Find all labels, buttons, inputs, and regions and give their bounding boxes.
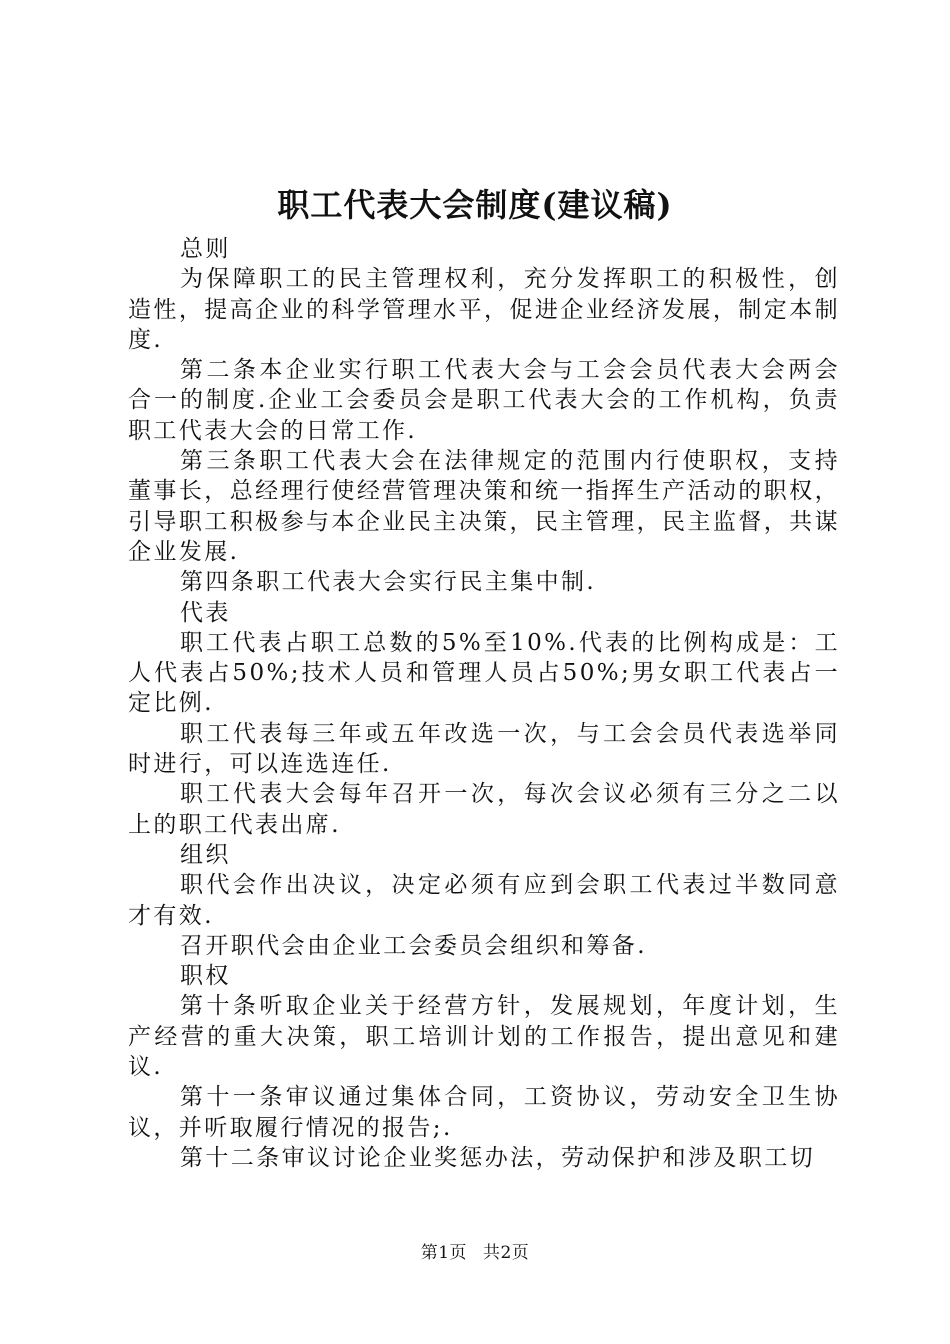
section-heading: 代表 bbox=[180, 599, 231, 626]
section-heading: 总则 bbox=[180, 236, 231, 262]
paragraph: 为保障职工的民主管理权利，充分发挥职工的积极性，创造性，提高企业的科学管理水平，促进企业经济发展，制定本制度. bbox=[128, 266, 840, 353]
paragraph: 第十二条审议讨论企业奖惩办法，劳动保护和涉及职工切 bbox=[180, 1144, 815, 1171]
paragraph: 第四条职工代表大会实行民主集中制. bbox=[180, 569, 597, 596]
paragraph: 职工代表每三年或五年改选一次，与工会会员代表选举同时进行，可以连选连任. bbox=[128, 720, 840, 778]
page-total: 共2页 bbox=[482, 1243, 530, 1263]
paragraph: 职工代表大会每年召开一次，每次会议必须有三分之二以上的职工代表出席. bbox=[128, 781, 840, 838]
paragraph: 第二条本企业实行职工代表大会与工会会员代表大会两会合一的制度.企业工会委员会是职工代表大会的工作机构，负责职工代表大会的日常工作. bbox=[128, 357, 840, 444]
paragraph: 职工代表占职工总数的5%至10%.代表的比例构成是：工人代表占50%;技术人员和管理人员占50%;男女职工代表占一定比例. bbox=[128, 629, 840, 717]
page-number: 第1页 bbox=[420, 1243, 468, 1263]
section-heading: 职权 bbox=[180, 963, 231, 990]
paragraph: 召开职代会由企业工会委员会组织和筹备. bbox=[180, 932, 647, 959]
paragraph: 第十一条审议通过集体合同，工资协议，劳动安全卫生协议，并听取履行情况的报告;. bbox=[128, 1084, 840, 1141]
paragraph: 职代会作出决议，决定必须有应到会职工代表过半数同意才有效. bbox=[128, 872, 840, 929]
document-title: 职工代表大会制度(建议稿) bbox=[277, 186, 673, 224]
section-heading: 组织 bbox=[180, 841, 231, 868]
document-body bbox=[128, 234, 840, 1173]
paragraph: 第十条听取企业关于经营方针，发展规划，年度计划，生产经营的重大决策，职工培训计划的工作报告，提出意见和建议. bbox=[128, 993, 840, 1081]
paragraph: 第三条职工代表大会在法律规定的范围内行使职权，支持董事长，总经理行使经营管理决策和统一指挥生产活动的职权，引导职工积极参与本企业民主决策，民主管理，民主监督，共谋企业发展. bbox=[128, 448, 840, 565]
page-footer bbox=[0, 1241, 950, 1265]
